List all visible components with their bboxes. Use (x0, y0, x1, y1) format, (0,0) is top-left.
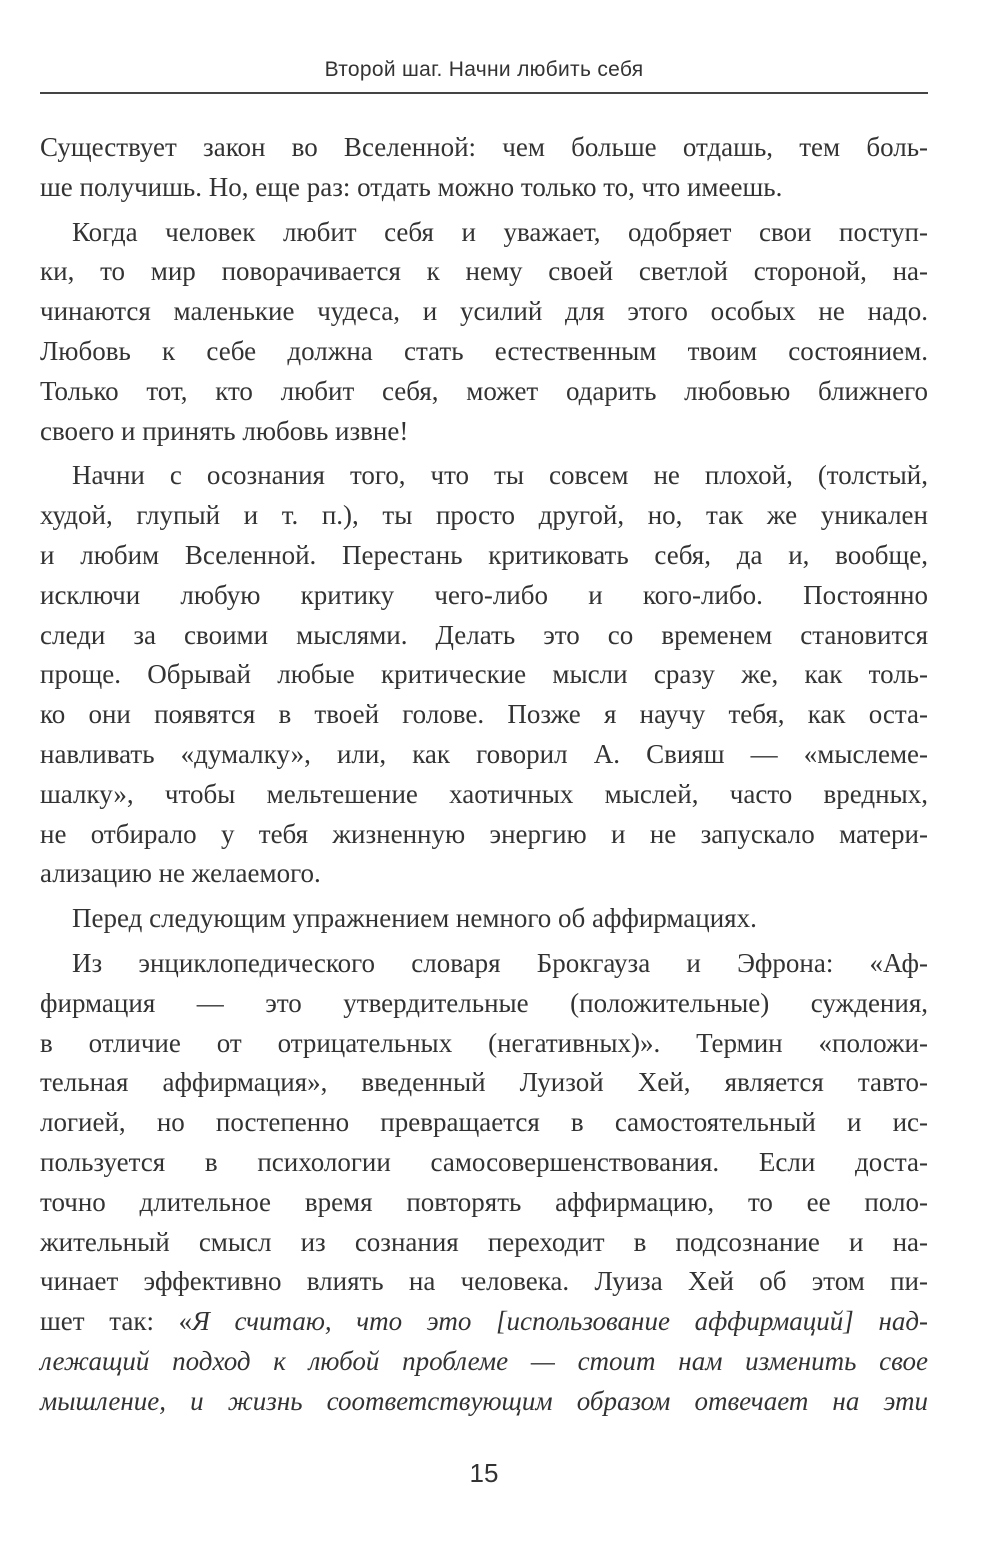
text-line: проще. Обрывай любые критические мысли сразу же, как толь- (40, 659, 928, 690)
text-line: исключи любую критику чего-либо и кого-либо. Постоянно (40, 579, 928, 610)
text-line: ализацию не желаемого. (40, 858, 321, 889)
text-line: Существует закон во Вселенной: чем больше отдашь, тем боль- (40, 132, 928, 162)
quote-line (40, 1342, 928, 1382)
text-line: Только тот, кто любит себя, может одарить любовью ближнего (40, 375, 928, 406)
quote-italic-run: Я считаю, что это [использование аффирмаций] над- (192, 1306, 928, 1337)
quote-italic-run: лежащий подход к любой проблеме — стоит нам изменить свое (40, 1345, 928, 1376)
text-line: ше получишь. Но, еще раз: отдать можно только то, что имеешь. (40, 171, 783, 202)
text-line: следи за своими мыслями. Делать это со временем становится (40, 619, 928, 650)
text-line: своего и принять любовь извне! (40, 415, 409, 446)
text-run-roman: шет так: « (40, 1306, 193, 1337)
text-line: Перед следующим упражнением немного об аффирмациях. (72, 903, 757, 934)
text-line: Начни с осознания того, что ты совсем не плохой, (толстый, (72, 460, 928, 491)
text-line: ки, то мир поворачивается к нему своей светлой стороной, на- (40, 256, 928, 287)
text-line: и любим Вселенной. Перестань критиковать себя, да и, вообще, (40, 539, 928, 570)
text-line: жительный смысл из сознания переходит в подсознание и на- (40, 1226, 928, 1257)
text-line: Из энциклопедического словаря Брокгауза и Эфрона: «Аф- (72, 947, 928, 978)
text-line: навливать «думалку», или, как говорил А. Свияш — «мыслеме- (40, 738, 928, 769)
text-line: шалку», чтобы мельтешение хаотичных мыслей, часто вредных, (40, 778, 928, 809)
text-line-mixed (40, 1302, 928, 1342)
body-text (40, 128, 928, 1422)
page-number: 15 (469, 1458, 499, 1488)
text-line: логией, но постепенно превращается в самостоятельный и ис- (40, 1107, 928, 1138)
quote-italic-run: мышление, и жизнь соответствующим образом отвечает на эти (40, 1385, 928, 1416)
header-rule (40, 92, 928, 94)
text-line: Любовь к себе должна стать естественным твоим состоянием. (40, 335, 928, 366)
text-line: чинаются маленькие чудеса, и усилий для этого особых не надо. (40, 296, 928, 327)
running-head: Второй шаг. Начни любить себя (324, 58, 644, 81)
text-line: ко они появятся в твоей голове. Позже я научу тебя, как оста- (40, 699, 928, 730)
text-line: Когда человек любит себя и уважает, одобряет свои поступ- (72, 216, 928, 247)
text-line: худой, глупый и т. п.), ты просто другой, но, так же уникален (40, 500, 928, 531)
text-line: фирмация — это утвердительные (положительные) суждения, (40, 987, 928, 1018)
quote-line (40, 1382, 928, 1422)
text-line: чинает эффективно влиять на человека. Луиза Хей об этом пи- (40, 1266, 928, 1297)
text-line: не отбирало у тебя жизненную энергию и не запускало матери- (40, 818, 928, 849)
text-line: тельная аффирмация», введенный Луизой Хей, является тавто- (40, 1067, 928, 1098)
text-line: точно длительное время повторять аффирмацию, то ее поло- (40, 1186, 928, 1217)
text-line: в отличие от отрицательных (негативных)». Термин «положи- (40, 1027, 928, 1058)
text-line: пользуется в психологии самосовершенствования. Если доста- (40, 1146, 928, 1177)
